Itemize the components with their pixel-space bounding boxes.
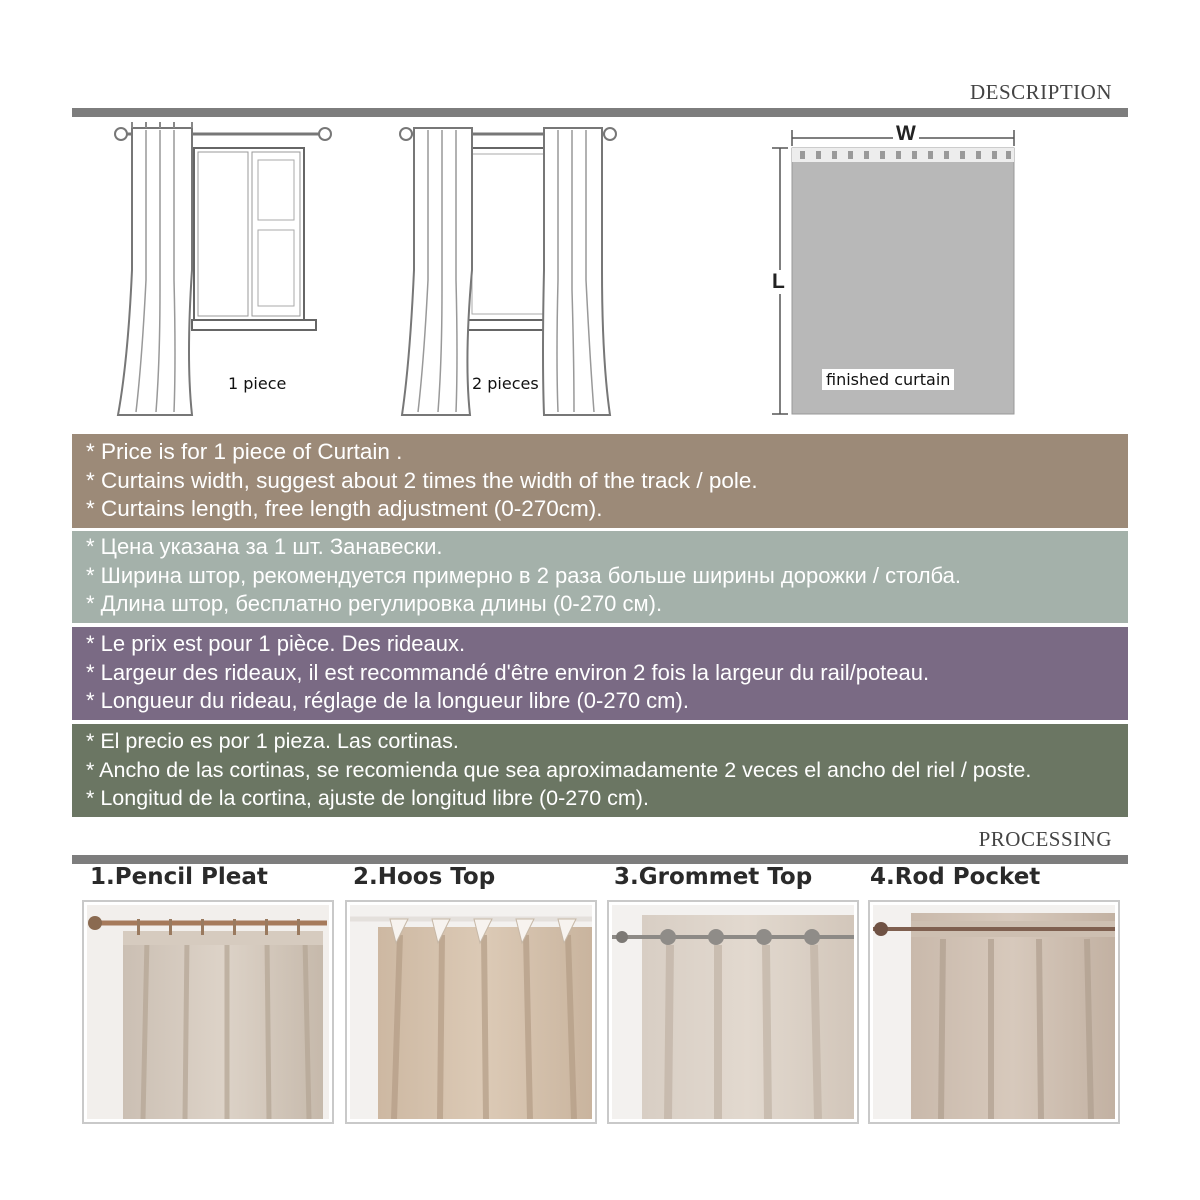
info-line: * Longueur du rideau, réglage de la longueur libre (0-270 cm). bbox=[86, 688, 689, 713]
finished-curtain-label: finished curtain bbox=[822, 369, 954, 390]
two-pieces-label: 2 pieces bbox=[472, 374, 539, 393]
width-label: W bbox=[893, 122, 919, 146]
info-line: * Largeur des rideaux, il est recommandé d'être environ 2 fois la largeur du rail/poteau. bbox=[86, 659, 930, 685]
grommet-top-photo bbox=[607, 900, 859, 1124]
rod-pocket-photo bbox=[868, 900, 1120, 1124]
info-line: * Ширина штор, рекомендуется примерно в 2 раза больше ширины дорожки / столба. bbox=[86, 562, 962, 588]
info-line: * Curtains width, suggest about 2 times the width of the track / pole. bbox=[86, 467, 758, 493]
pencil-pleat-photo bbox=[82, 900, 334, 1124]
info-line: * Le prix est pour 1 pièce. Des rideaux. bbox=[86, 631, 466, 656]
grommet-top-label: 3.Grommet Top bbox=[614, 864, 813, 890]
info-line: * Price is for 1 piece of Curtain . bbox=[86, 439, 403, 464]
processing-rule bbox=[72, 855, 1128, 864]
rod-pocket-label: 4.Rod Pocket bbox=[870, 864, 1041, 890]
spanish-info-band bbox=[72, 724, 1128, 817]
english-info-band bbox=[72, 434, 1128, 528]
description-rule bbox=[72, 108, 1128, 117]
info-line: * Curtains length, free length adjustment (0-270cm). bbox=[86, 496, 603, 521]
one-piece-illustration bbox=[108, 120, 338, 425]
one-piece-label: 1 piece bbox=[228, 374, 287, 393]
info-line: * Longitud de la cortina, ajuste de longitud libre (0-270 cm). bbox=[86, 786, 649, 810]
info-line: * Цена указана за 1 шт. Занавески. bbox=[86, 534, 443, 559]
french-info-band bbox=[72, 627, 1128, 720]
info-line: * Ancho de las cortinas, se recomienda que sea aproximadamente 2 veces el ancho del riel / poste. bbox=[86, 757, 1032, 782]
info-line: * Длина штор, бесплатно регулировка длины (0-270 см). bbox=[86, 591, 663, 616]
hook-top-photo bbox=[345, 900, 597, 1124]
pencil-pleat-label: 1.Pencil Pleat bbox=[90, 864, 268, 890]
processing-title: PROCESSING bbox=[978, 827, 1112, 851]
length-label: L bbox=[772, 270, 785, 293]
russian-info-band bbox=[72, 531, 1128, 623]
hook-top-label: 2.Hoos Top bbox=[353, 864, 496, 890]
description-title: DESCRIPTION bbox=[969, 80, 1112, 104]
info-line: * El precio es por 1 pieza. Las cortinas. bbox=[86, 729, 459, 753]
